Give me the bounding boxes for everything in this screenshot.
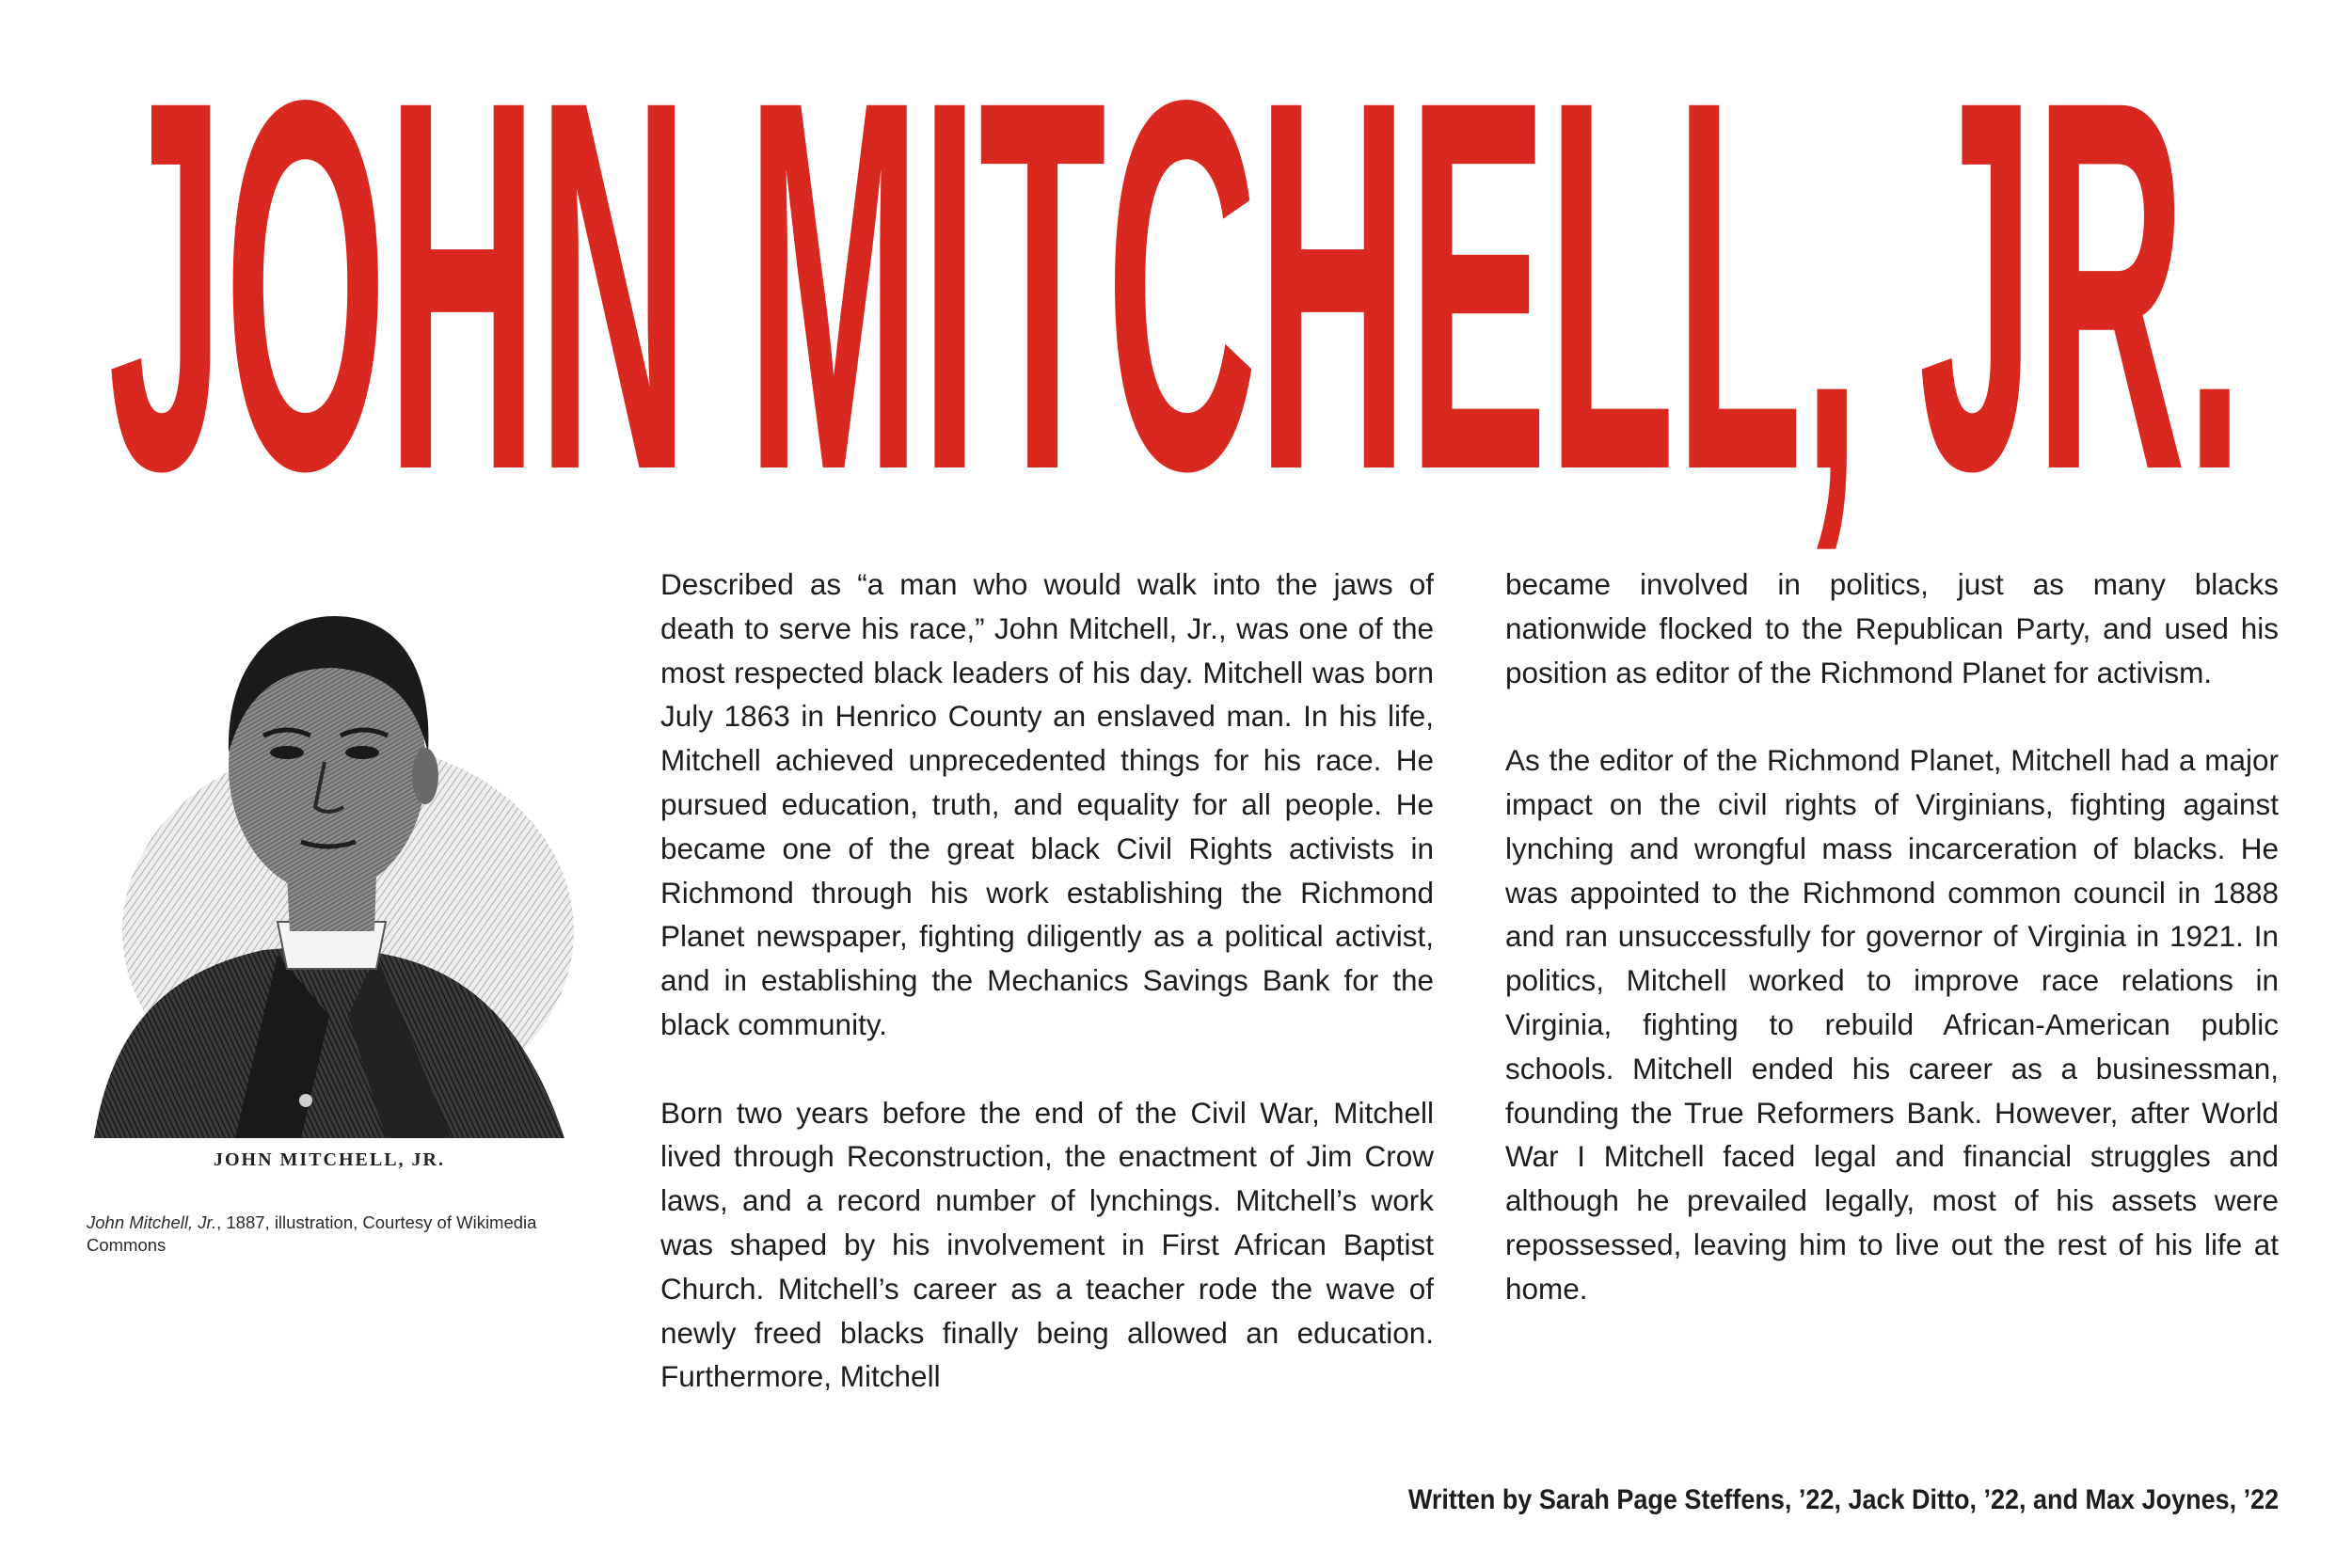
portrait — [75, 574, 583, 1138]
byline: Written by Sarah Page Steffens, ’22, Jack Ditto, ’22, and Max Joynes, ’22 — [1407, 1484, 2279, 1515]
image-credit — [87, 1212, 576, 1257]
headline-art — [0, 0, 2352, 564]
image-credit-details: , 1887, illustration, Courtesy of Wikimedia Commons — [87, 1212, 537, 1255]
column1-paragraph-1: Described as “a man who would walk into the jaws of death to serve his race,” John Mitchell, Jr., was one of the most respected black leaders of his day. Mitchell was born July 1863 in Henrico County an enslaved man. In his life, Mitchell achieved unprecedented things for his race. He pursued education, truth, and equality for all people. He became one of the great black Civil Rights activists in Richmond through his work establishing the Richmond Planet newspaper, fighting diligently as a political activist, and in establishing the Mechanics Savings Bank for the black community. — [660, 567, 1434, 1041]
column2-paragraph-2: As the editor of the Richmond Planet, Mitchell had a major impact on the civil rights of Virginians, fighting against lynching and wrongful mass incarceration of blacks. He was appointed to the Richmond common council in 1888 and ran unsuccessfully for governor of Virginia in 1921. In politics, Mitchell worked to improve race relations in Virginia, fighting to rebuild African-American public schools. Mitchell ended his career as a businessman, founding the True Reformers Bank. However, after World War I Mitchell faced legal and financial struggles and although he prevailed legally, most of his assets were repossessed, leaving him to live out the rest of his life at home. — [1505, 743, 2279, 1306]
body-column-2 — [1505, 562, 2279, 1311]
headline-text: JOHN MITCHELL, JR. — [108, 0, 2244, 564]
column2-paragraph-1: became involved in politics, just as many blacks nationwide flocked to the Republican Party, and used his position as editor of the Richmond Planet for activism. — [1505, 567, 2279, 689]
body-column-1 — [660, 562, 1434, 1399]
image-credit-title: John Mitchell, Jr. — [87, 1212, 217, 1232]
portrait-illustration — [75, 574, 583, 1138]
column1-paragraph-2: Born two years before the end of the Civil War, Mitchell lived through Reconstruction, the enactment of Jim Crow laws, and a record number of lynchings. Mitchell’s work was shaped by his involvement in First African Baptist Church. Mitchell’s career as a teacher rode the wave of newly freed blacks finally being allowed an education. Furthermore, Mitchell — [660, 1095, 1434, 1394]
portrait-plate-caption: JOHN MITCHELL, JR. — [213, 1149, 446, 1170]
headline — [0, 0, 2352, 564]
